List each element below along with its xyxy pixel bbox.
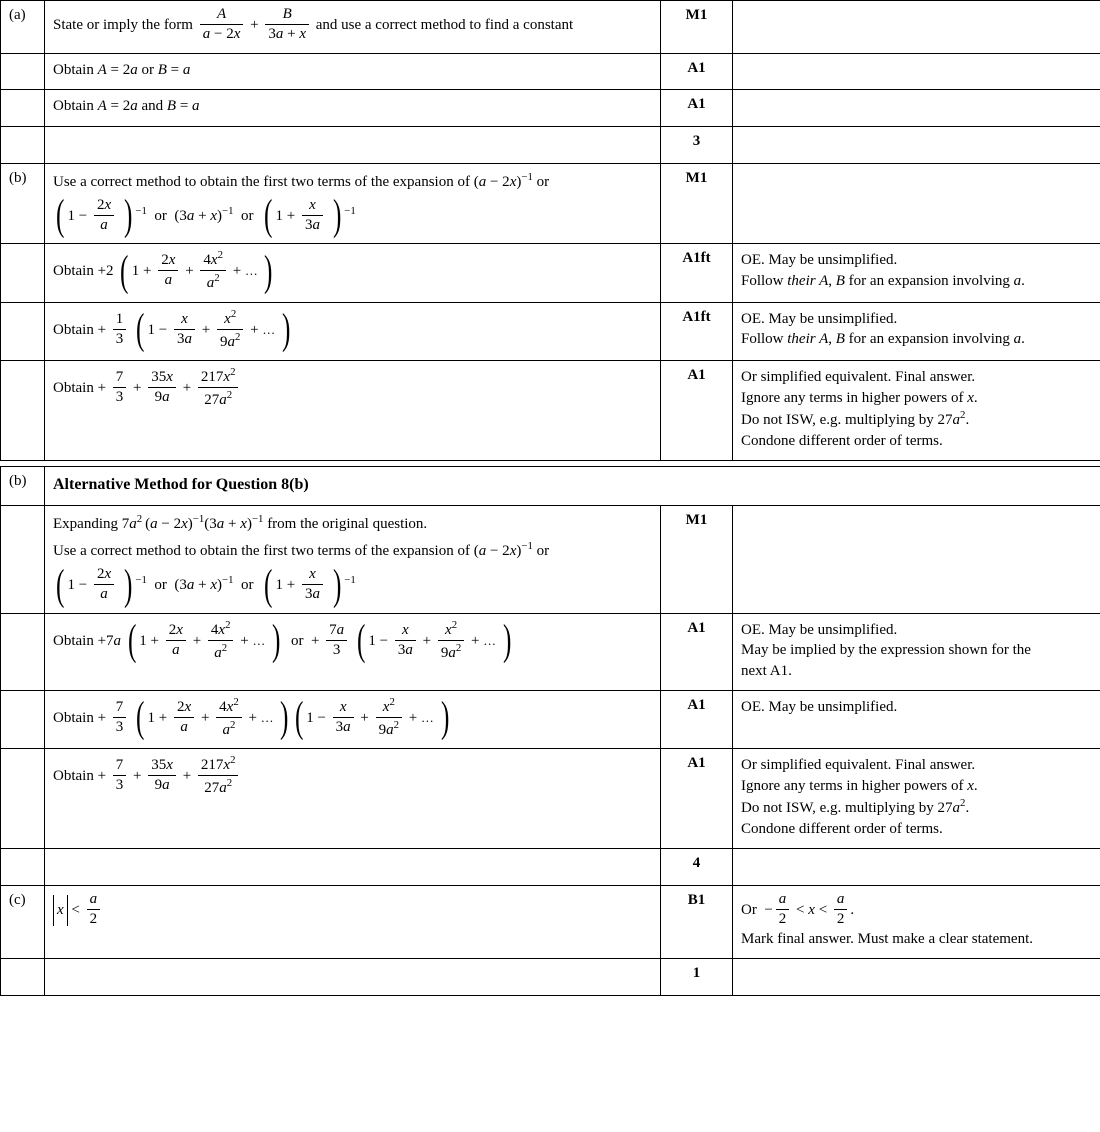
alt-method-heading-cell: [45, 466, 1100, 505]
mark-cell: A1ft: [661, 302, 733, 361]
or-word-1: or: [536, 173, 550, 190]
mark-cell: M1: [661, 163, 733, 243]
mark-cell: A1: [661, 690, 733, 749]
table-row: [1, 302, 1100, 361]
state-or-imply-post: and use a correct method to find a constant: [315, 17, 574, 34]
solution-cell: [45, 163, 661, 243]
use-correct-method-line: Use a correct method to obtain the first two terms of the expansion of $(a - 2x)^{-1}$ or: [53, 170, 550, 190]
obtain-word: Obtain: [53, 709, 94, 726]
note-may-be-implied: May be implied by the expression shown for the: [741, 642, 1031, 659]
or-word-alt-3: or: [241, 577, 254, 594]
solution-cell: [45, 505, 661, 613]
part-label-empty: [1, 302, 45, 361]
part-label-empty: [1, 749, 45, 849]
guidance-cell: [733, 690, 1100, 749]
guidance-cell: [733, 505, 1100, 613]
obtain-word: Obtain: [53, 768, 94, 785]
expr-1-minus-2x-over-a-alt: ( 1 − $\frac{2x}{a}$ ) $^{-1}$: [56, 560, 147, 609]
table-row: [1, 244, 1100, 303]
guidance-cell: [733, 127, 1100, 164]
note-oe-unsimplified: OE. May be unsimplified.: [741, 310, 898, 327]
guidance-cell: [733, 749, 1100, 849]
table-row-total: [1, 127, 1100, 164]
table-row: [1, 90, 1100, 127]
solution-cell: [45, 90, 661, 127]
table-row: [1, 505, 1100, 613]
or-word-3: or: [241, 207, 254, 224]
note-ignore-higher: Ignore any terms in higher powers of x.: [741, 777, 978, 794]
obtain-product-expansion: Obtain + $\frac{7}{3}$ ( 1 + $\frac{2x}{a}$ + $\frac{4x^2}{a^2}$ + … ) ( 1 − $\frac{x}{3a}$ + $\frac{x^2}{9a^2}$ + … ): [53, 693, 449, 742]
or-word-alt-2: or: [154, 577, 167, 594]
note-ignore-higher: Ignore any terms in higher powers of x.: [741, 389, 978, 406]
guidance-cell: [733, 90, 1100, 127]
obtain-final-series-alt: Obtain + $\frac{7}{3}$ + $\frac{35x}{9a}$ + $\frac{217x^2}{27a^2}$: [53, 755, 652, 799]
obtain-7a-expansion: Obtain +7a ( 1 + $\frac{2x}{a}$ + $\frac{4x^2}{a^2}$ + … ) or + $\frac{7a}{3}$ ( 1 − $\frac{x}{3a}$ + $\frac{x^2}{9a^2}$ + … ): [53, 616, 512, 665]
solution-cell: [45, 958, 661, 995]
guidance-cell: [733, 848, 1100, 885]
note-or-simplified: Or simplified equivalent. Final answer.: [741, 369, 976, 385]
guidance-cell: [733, 885, 1100, 958]
part-label-empty: [1, 127, 45, 164]
part-label-empty: [1, 505, 45, 613]
use-correct-method-line-alt: Use a correct method to obtain the first two terms of the expansion of $(a - 2x)^{-1}$ or: [53, 540, 550, 560]
solution-cell: [45, 885, 661, 958]
expr-1-plus-x-over-3a-alt: ( 1 + $\frac{x}{3a}$ ) $^{-1}$: [264, 560, 356, 609]
or-word-alt-a1: or: [290, 632, 304, 649]
obtain-final-series: Obtain + $\frac{7}{3}$ + $\frac{35x}{9a}$ + $\frac{217x^2}{27a^2}$: [53, 367, 652, 411]
mark-cell: M1: [661, 505, 733, 613]
obtain-third-expansion: Obtain + $\frac{1}{3}$ ( 1 − $\frac{x}{3a}$ + $\frac{x^2}{9a^2}$ + … ): [53, 305, 291, 354]
total-mark-a: 3: [661, 127, 733, 164]
table-row-total: [1, 958, 1100, 995]
mark-cell: A1: [661, 749, 733, 849]
part-label-b: (b): [1, 163, 45, 243]
solution-cell: [45, 1, 661, 54]
use-correct-method-text: Use a correct method to obtain the first two terms of the expansion of: [53, 173, 470, 190]
table-row: [1, 885, 1100, 958]
obtain-word: Obtain: [53, 632, 94, 649]
table-row: [1, 690, 1100, 749]
fraction-a-over-a-minus-2x: $\frac{A}{a - 2x}$: [200, 6, 244, 44]
table-row: [1, 749, 1100, 849]
table-row-alt-header: [1, 466, 1100, 505]
or-word-2: or: [154, 207, 167, 224]
mark-cell: B1: [661, 885, 733, 958]
note-condone-order: Condone different order of terms.: [741, 821, 943, 838]
part-label-empty: [1, 53, 45, 90]
note-do-not-isw: Do not ISW, e.g. multiplying by $27a^2$.: [741, 797, 970, 817]
part-label-empty: [1, 690, 45, 749]
guidance-cell: [733, 53, 1100, 90]
obtain-word: Obtain: [53, 321, 94, 338]
table-row: [1, 361, 1100, 461]
part-label-empty: [1, 848, 45, 885]
fraction-b-over-3a-plus-x: $\frac{B}{3a + x}$: [265, 6, 309, 44]
mark-cell: A1: [661, 53, 733, 90]
solution-cell: [45, 53, 661, 90]
solution-cell: [45, 613, 661, 690]
table-row: [1, 1, 1100, 54]
guidance-cell: [733, 958, 1100, 995]
part-label-c: (c): [1, 885, 45, 958]
part-label-a: (a): [1, 1, 45, 54]
guidance-cell: [733, 613, 1100, 690]
table-row: [1, 53, 1100, 90]
note-or-inequality: Or − $\frac{a}{2}$ < x < $\frac{a}{2}$ .: [741, 890, 855, 927]
part-label-empty: [1, 958, 45, 995]
expanding-line: Expanding $7a^2$ $(a - 2x)^{-1}(3a + x)^{-1}$ from the original question.: [53, 512, 428, 532]
expanding-post: from the original question.: [267, 515, 428, 532]
expr-3a-plus-x: $(3a + x)^{-1}$: [174, 204, 234, 224]
solution-text-state-form: State or imply the form $\frac{A}{a - 2x}$ + $\frac{B}{3a + x}$ and use a correct method to find a constant: [53, 6, 574, 43]
obtain-2-expansion: Obtain +2 ( 1 + $\frac{2x}{a}$ + $\frac{4x^2}{a^2}$ + … ): [53, 246, 273, 295]
note-follow-their: Follow their A, B for an expansion involving a.: [741, 272, 1025, 289]
note-follow-their: Follow their A, B for an expansion involving a.: [741, 331, 1025, 348]
total-mark-b: 4: [661, 848, 733, 885]
note-condone-order: Condone different order of terms.: [741, 433, 943, 450]
or-label: Or: [741, 901, 757, 918]
total-mark-c: 1: [661, 958, 733, 995]
solution-cell: [45, 127, 661, 164]
obtain-word: Obtain: [53, 380, 94, 397]
note-mark-final: Mark final answer. Must make a clear statement.: [741, 931, 1033, 948]
solution-cell: [45, 302, 661, 361]
answer-abs-x-less-a-over-2: x < $\frac{a}{2}$: [53, 892, 652, 930]
note-or-simplified: Or simplified equivalent. Final answer.: [741, 757, 976, 774]
table-row-total: [1, 848, 1100, 885]
solution-cell: [45, 848, 661, 885]
solution-text-obtain-a-and-b: Obtain A = 2a and B = a: [53, 98, 200, 115]
state-or-imply-pre: State or imply the form: [53, 17, 193, 34]
part-label-empty: [1, 90, 45, 127]
part-label-empty: [1, 244, 45, 303]
solution-cell: [45, 749, 661, 849]
part-label-empty: [1, 361, 45, 461]
table-row: [1, 163, 1100, 243]
solution-cell: [45, 690, 661, 749]
or-word-alt-1: or: [536, 543, 550, 560]
part-label-b-alt: (b): [1, 466, 45, 505]
alt-method-heading: Alternative Method for Question 8(b): [53, 475, 309, 493]
guidance-cell: [733, 361, 1100, 461]
guidance-cell: [733, 1, 1100, 54]
note-next-a1: next A1.: [741, 662, 792, 679]
expansion-alternatives-line: [53, 191, 652, 240]
solution-cell: [45, 244, 661, 303]
mark-cell: A1: [661, 90, 733, 127]
mark-cell: A1ft: [661, 244, 733, 303]
mark-cell: M1: [661, 1, 733, 54]
mark-cell: A1: [661, 613, 733, 690]
expr-3a-plus-x-alt: $(3a + x)^{-1}$: [174, 574, 234, 594]
solution-cell: [45, 361, 661, 461]
expr-1-minus-2x-over-a: ( 1 − $\frac{2x}{a}$ ) $^{-1}$: [56, 191, 147, 240]
expansion-alternatives-line-alt: [53, 560, 652, 609]
use-correct-method-text-alt: Use a correct method to obtain the first two terms of the expansion of: [53, 543, 470, 560]
note-oe-unsimplified: OE. May be unsimplified.: [741, 621, 898, 638]
note-oe-unsimplified: OE. May be unsimplified.: [741, 698, 898, 715]
mark-cell: A1: [661, 361, 733, 461]
guidance-cell: [733, 163, 1100, 243]
obtain-word: Obtain: [53, 263, 94, 280]
note-oe-unsimplified: OE. May be unsimplified.: [741, 252, 898, 268]
expr-1-plus-x-over-3a: ( 1 + $\frac{x}{3a}$ ) $^{-1}$: [264, 191, 356, 240]
table-row: [1, 613, 1100, 690]
part-label-empty: [1, 613, 45, 690]
note-do-not-isw: Do not ISW, e.g. multiplying by $27a^2$.: [741, 409, 970, 429]
guidance-cell: [733, 244, 1100, 303]
guidance-cell: [733, 302, 1100, 361]
expanding-pre: Expanding: [53, 515, 118, 532]
solution-text-obtain-a-or-b: Obtain A = 2a or B = a: [53, 61, 191, 78]
